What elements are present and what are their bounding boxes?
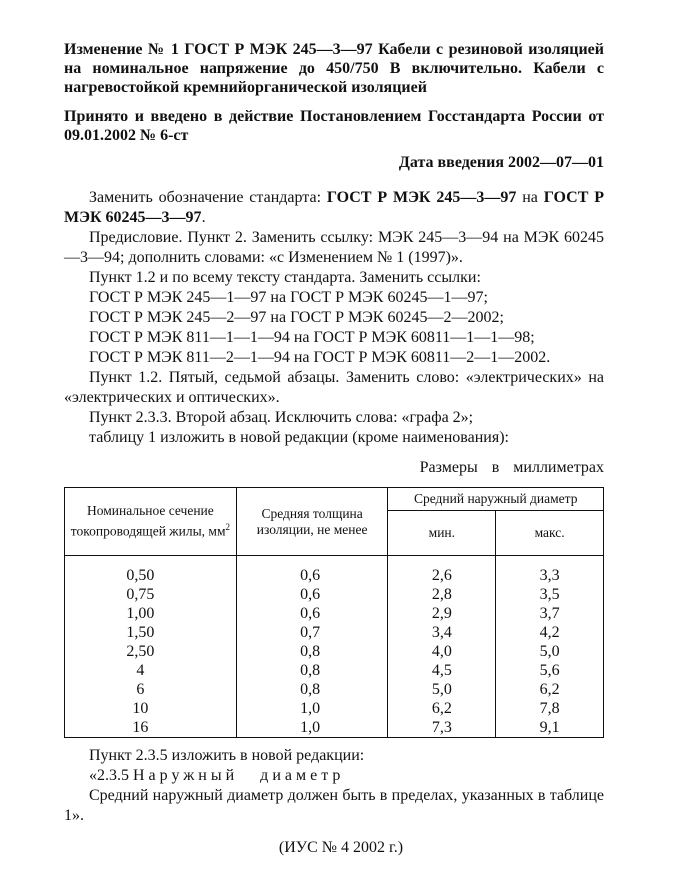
paragraph-table-intro: таблицу 1 изложить в новой редакции (кроме наименования): bbox=[89, 429, 509, 446]
effective-date: Дата введения 2002—07—01 bbox=[398, 154, 604, 171]
table-row: 2,50 0,8 4,0 5,0 bbox=[65, 642, 604, 661]
paragraph-new-edition: Пункт 2.3.5 изложить в новой редакции: bbox=[89, 747, 365, 764]
amendment-tail bbox=[64, 746, 604, 858]
table-row: 1,50 0,7 3,4 4,2 bbox=[65, 623, 604, 642]
units-note: Размеры в миллиметрах bbox=[419, 459, 604, 476]
reference-line: ГОСТ Р МЭК 811—2—1—94 на ГОСТ Р МЭК 60811—2—1—2002. bbox=[89, 349, 551, 366]
paragraph-replace-designation: Заменить обозначение стандарта: ГОСТ Р МЭК 245—3—97 на ГОСТ Р МЭК 60245—3—97. bbox=[64, 189, 605, 226]
paragraph-foreword: Предисловие. Пункт 2. Заменить ссылку: МЭК 245—3—94 на МЭК 60245—3—94; дополнить словами: «с Изменением № 1 (1997)». bbox=[64, 229, 604, 266]
table-row: 0,50 0,6 2,6 3,3 bbox=[65, 556, 604, 586]
table-row: 4 0,8 4,5 5,6 bbox=[65, 661, 604, 680]
cable-dimensions-table bbox=[64, 487, 604, 738]
paragraph-word-replace: Пункт 1.2. Пятый, седьмой абзацы. Заменить слово: «электрических» на «электрических и оптических». bbox=[64, 369, 604, 406]
document-page bbox=[64, 40, 604, 858]
amendment-body bbox=[64, 188, 604, 478]
header-section: Номинальное сечение токопроводящей жилы, $мм^2$ bbox=[65, 488, 237, 556]
amendment-title: Изменение № 1 ГОСТ Р МЭК 245—3—97 Кабели с резиновой изоляцией на номинальное напряжение до 450/750 В включительно. Кабели с нагревостойкой кремнийорганической изоляцией bbox=[64, 41, 604, 96]
reference-line: ГОСТ Р МЭК 245—2—97 на ГОСТ Р МЭК 60245—2—2002; bbox=[89, 309, 504, 326]
header-min: мин. bbox=[388, 511, 496, 556]
clause-text: Средний наружный диаметр должен быть в пределах, указанных в таблице 1». bbox=[64, 787, 604, 824]
clause-heading: «2.3.5 Наружный диаметр bbox=[89, 767, 345, 784]
header-thickness: Средняя толщина изоляции, не менее bbox=[236, 488, 388, 556]
reference-line: ГОСТ Р МЭК 811—1—1—94 на ГОСТ Р МЭК 60811—1—1—98; bbox=[89, 329, 535, 346]
table-row: 16 1,0 7,3 9,1 bbox=[65, 718, 604, 738]
table-row: 10 1,0 6,2 7,8 bbox=[65, 699, 604, 718]
paragraph-replace-refs: Пункт 1.2 и по всему тексту стандарта. Заменить ссылки: bbox=[89, 269, 481, 286]
paragraph-exclude: Пункт 2.3.3. Второй абзац. Исключить слова: «графа 2»; bbox=[89, 409, 474, 426]
reference-line: ГОСТ Р МЭК 245—1—97 на ГОСТ Р МЭК 60245—1—97; bbox=[89, 289, 488, 306]
adoption-statement: Принято и введено в действие Постановлением Госстандарта России от 09.01.2002 № 6-ст bbox=[64, 108, 604, 144]
table-row: 0,75 0,6 2,8 3,5 bbox=[65, 585, 604, 604]
header-diameter: Средний наружный диаметр bbox=[388, 488, 604, 511]
table-row: 6 0,8 5,0 6,2 bbox=[65, 680, 604, 699]
header-max: макс. bbox=[496, 511, 604, 556]
table-row: 1,00 0,6 2,9 3,7 bbox=[65, 604, 604, 623]
source-reference: (ИУС № 4 2002 г.) bbox=[278, 839, 404, 856]
